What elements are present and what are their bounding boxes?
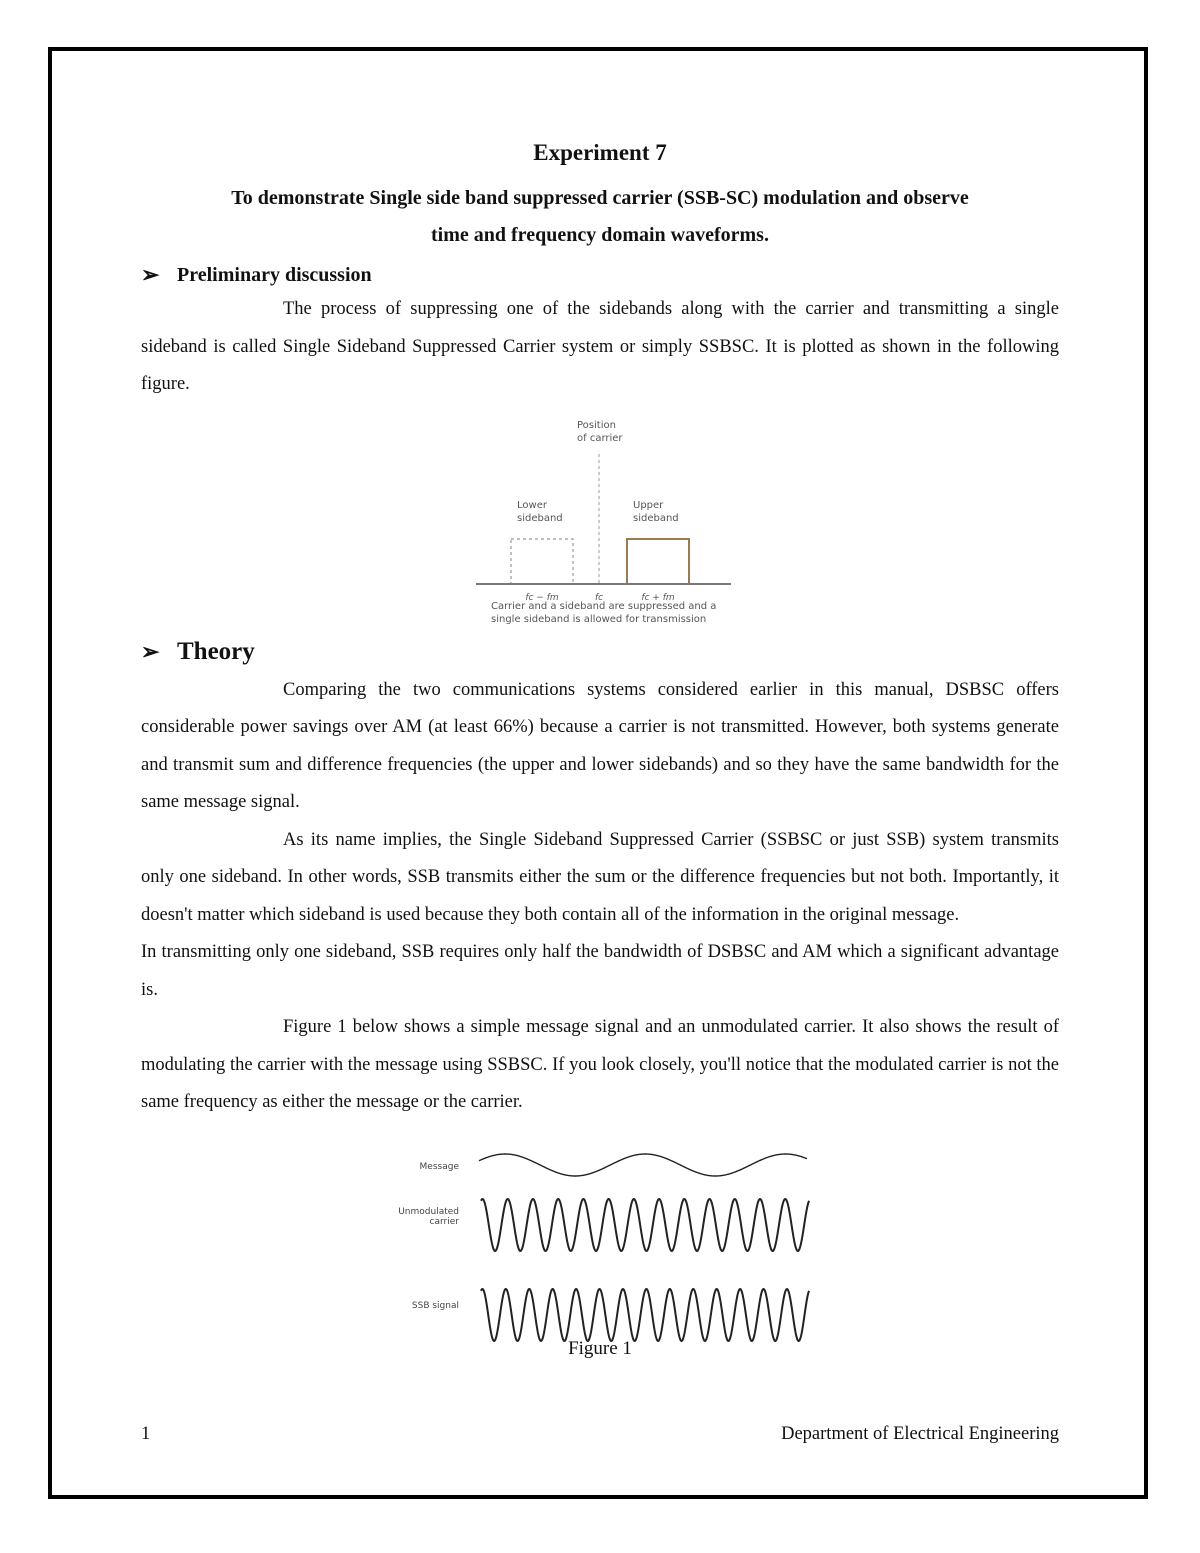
axis-label-center: fc bbox=[594, 592, 604, 603]
position-label-2: of carrier bbox=[577, 432, 623, 444]
theory-paragraph-1: Comparing the two communications systems considered earlier in this manual, DSBSC offers considerable power savings over AM (at least 66%) because a carrier is not transmitted. However, both systems generate and transmit sum and difference frequencies (the upper and lower sidebands) and so they have the same bandwidth for the same message signal. bbox=[141, 679, 1059, 812]
preliminary-heading-text: Preliminary discussion bbox=[177, 263, 372, 286]
arrow-bullet-icon: ➢ bbox=[141, 638, 160, 664]
arrow-bullet-icon: ➢ bbox=[141, 262, 160, 287]
spectrum-diagram bbox=[141, 414, 1059, 625]
theory-paragraph-2: As its name implies, the Single Sideband Suppressed Carrier (SSBSC or just SSB) system transmits only one sideband. In other words, SSB transmits either the sum or the difference frequencies but not both. Importantly, it doesn't matter which sideband is used because they both contain all of the information in the original message. bbox=[141, 829, 1059, 925]
upper-sideband-box bbox=[627, 539, 689, 584]
document-title: Experiment 7 bbox=[533, 140, 667, 165]
axis-label-lower: fc − fm bbox=[525, 592, 559, 603]
ssb-label: SSB signal bbox=[411, 1300, 459, 1311]
upper-label-2: sideband bbox=[633, 512, 679, 524]
subtitle-line-1: To demonstrate Single side band suppressed carrier (SSB-SC) modulation and observe bbox=[231, 187, 969, 209]
upper-label-1: Upper bbox=[633, 499, 664, 511]
lower-label-1: Lower bbox=[517, 499, 547, 511]
figure-caption: Figure 1 bbox=[568, 1337, 632, 1359]
theory-paragraph-4: Figure 1 below shows a simple message signal and an unmodulated carrier. It also shows the result of modulating the carrier with the message using SSBSC. If you look closely, you'll notice that the modulated carrier is not the same frequency as either the message or the carrier. bbox=[141, 1017, 1059, 1112]
subtitle-line-2: time and frequency domain waveforms. bbox=[431, 224, 769, 246]
axis-label-upper: fc + fm bbox=[641, 592, 675, 603]
lower-sideband-box bbox=[511, 539, 573, 584]
carrier-label-2: carrier bbox=[429, 1216, 459, 1227]
waveform-figure bbox=[141, 1130, 1059, 1340]
message-waveform bbox=[479, 1154, 807, 1176]
ssb-waveform bbox=[481, 1289, 809, 1341]
message-label: Message bbox=[419, 1161, 459, 1172]
page-number: 1 bbox=[141, 1424, 151, 1444]
theory-heading bbox=[141, 632, 1059, 672]
carrier-waveform bbox=[481, 1199, 809, 1251]
preliminary-paragraph: The process of suppressing one of the sidebands along with the carrier and transmitting a single sideband is called Single Sideband Suppressed Carrier system or simply SSBSC. It is plotted as shown in the following figure. bbox=[141, 299, 1059, 394]
carrier-label-1: Unmodulated bbox=[398, 1206, 459, 1217]
spectrum-caption-2: single sideband is allowed for transmission bbox=[491, 613, 707, 625]
theory-paragraph-3: In transmitting only one sideband, SSB requires only half the bandwidth of DSBSC and AM which a significant advantage is. bbox=[141, 942, 1059, 1000]
lower-label-2: sideband bbox=[517, 512, 563, 524]
preliminary-heading bbox=[141, 259, 1059, 291]
waveform-diagram bbox=[141, 1130, 1059, 1340]
footer-department: Department of Electrical Engineering bbox=[781, 1424, 1059, 1444]
theory-heading-text: Theory bbox=[177, 637, 255, 665]
position-label-1: Position bbox=[577, 419, 616, 431]
spectrum-caption-1: Carrier and a sideband are suppressed and a bbox=[491, 600, 717, 612]
spectrum-figure bbox=[141, 414, 1059, 625]
page-content bbox=[141, 140, 1059, 1360]
document-subtitle bbox=[141, 180, 1059, 254]
